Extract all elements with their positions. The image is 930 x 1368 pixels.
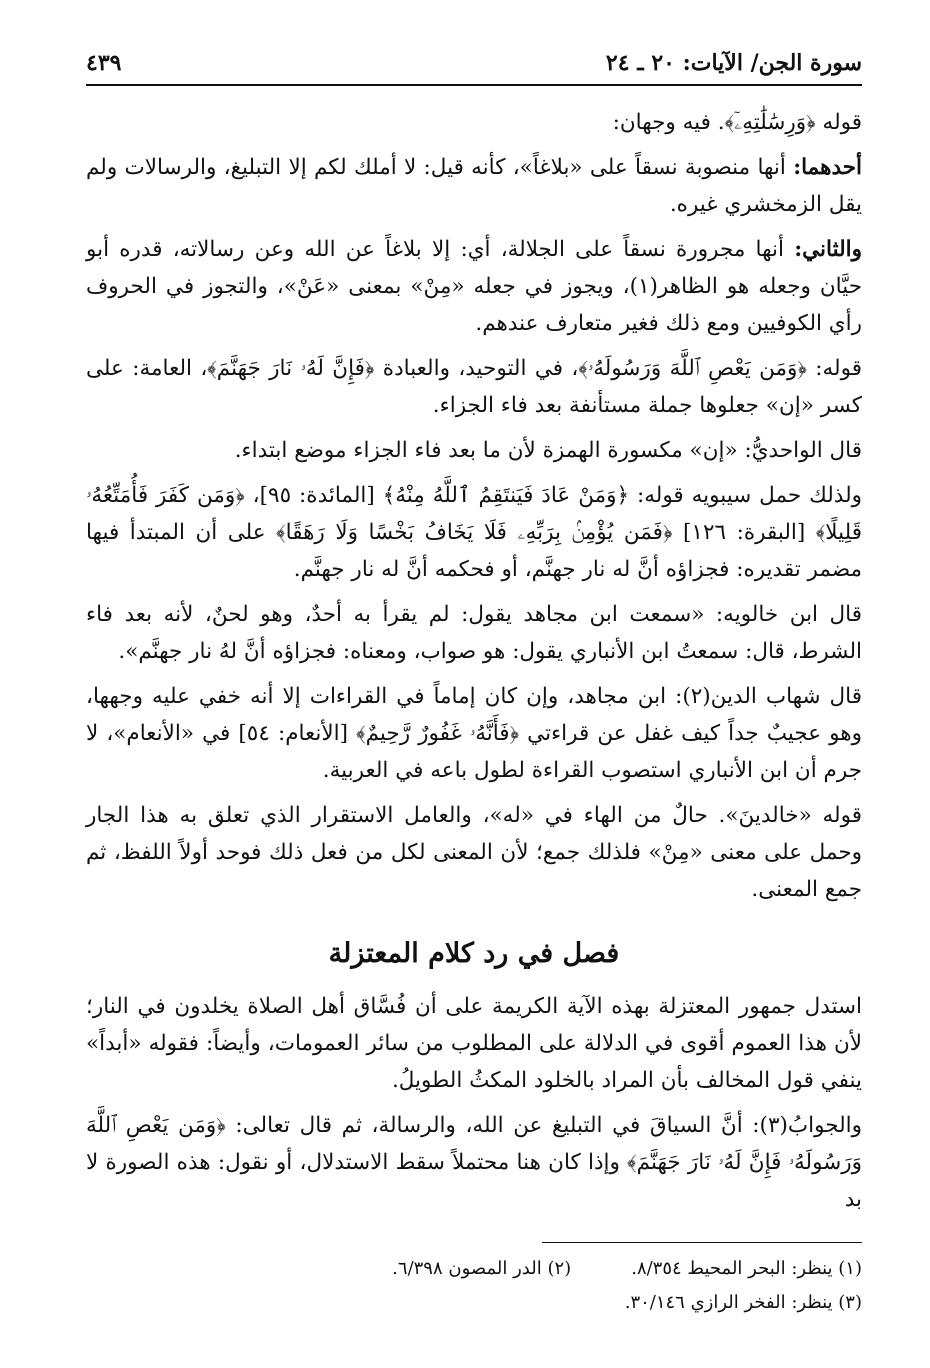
paragraph-7 bbox=[86, 596, 862, 670]
paragraph-text: قوله «خالدينَ». حالٌ من الهاء في «له»، والعامل الاستقرار الذي تعلق به هذا الجار وحمل على معنى «مِنْ» فلذلك جمع؛ لأن المعنى لكل من فعل ذلك فوحد أولاً اللفظ، ثم جمع المعنى. bbox=[86, 803, 862, 902]
main-text bbox=[86, 104, 862, 1218]
footnote-row bbox=[86, 1252, 862, 1286]
paragraph-lead: أحدهما: bbox=[793, 155, 862, 180]
paragraph-6 bbox=[86, 477, 862, 588]
footnote-3: (٣) ينظر: الفخر الرازي ٣٠/١٤٦. bbox=[624, 1292, 862, 1313]
paragraph-2 bbox=[86, 149, 862, 223]
footnotes bbox=[86, 1252, 862, 1320]
paragraph-1 bbox=[86, 104, 862, 141]
footnote-rule bbox=[542, 1242, 862, 1243]
paragraph-text: ولذلك حمل سيبويه قوله: ﴿وَمَنْ عَادَ فَيَنتَقِمُ ٱللَّهُ مِنْهُ﴾ [المائدة: ٩٥]، ﴿وَمَن كَفَرَ فَأُمَتِّعُهُۥ قَلِيلًا﴾ [البقرة: ١٢٦] ﴿فَمَن يُؤْمِنۢ بِرَبِّهِۦ فَلَا يَخَافُ بَخْسًا وَلَا رَهَقًا﴾ على أن المبتدأ فيها مضمر تقديره: فجزاؤه أنَّ له نار جهنَّم، أو فحكمه أنَّ له نار جهنَّم. bbox=[86, 483, 863, 582]
paragraph-3 bbox=[86, 231, 862, 342]
paragraph-text: قال الواحديُّ: «إن» مكسورة الهمزة لأن ما بعد فاء الجزاء موضع ابتداء. bbox=[234, 438, 862, 463]
paragraph-text: قوله ﴿وَرِسَٰلَٰتِهِۦٓ﴾. فيه وجهان: bbox=[612, 110, 862, 135]
page-header bbox=[86, 40, 862, 76]
footnote-2: (٢) الدر المصون ٦/٣٩٨. bbox=[392, 1258, 572, 1279]
paragraph-lead: والثاني: bbox=[794, 237, 862, 262]
paragraph-4 bbox=[86, 350, 862, 424]
paragraph-text: قوله: ﴿وَمَن يَعْصِ ٱللَّهَ وَرَسُولَهُۥ﴾، في التوحيد، والعبادة ﴿فَإِنَّ لَهُۥ نَارَ جَهَنَّمَ﴾، العامة: على كسر «إن» جعلوها جملة مستأنفة بعد فاء الجزاء. bbox=[86, 356, 862, 418]
section-paragraph-1 bbox=[86, 988, 862, 1099]
header-rule bbox=[86, 84, 862, 86]
paragraph-text: أنها منصوبة نسقاً على «بلاغاً»، كأنه قيل: لا أملك لكم إلا التبليغ، والرسالات ولم يقل الزمخشري غيره. bbox=[86, 155, 862, 217]
paragraph-text: والجوابُ(٣): أنَّ السياقَ في التبليغ عن الله، والرسالة، ثم قال تعالى: ﴿وَمَن يَعْصِ ٱللَّهَ وَرَسُولَهُۥ فَإِنَّ لَهُۥ نَارَ جَهَنَّمَ﴾ وإذا كان هنا محتملاً سقط الاستدلال، أو نقول: هذه الصورة لا بد bbox=[86, 1113, 862, 1212]
paragraph-text: أنها مجرورة نسقاً على الجلالة، أي: إلا بلاغاً عن الله وعن رسالاته، قدره أبو حيَّان وجعله هو الظاهر(١)، ويجوز في جعله «مِنْ» بمعنى «عَنْ»، والتجوز في الحروف رأي الكوفيين ومع ذلك فغير متعارف عندهم. bbox=[86, 237, 862, 336]
paragraph-9 bbox=[86, 797, 862, 908]
paragraph-text: قال شهاب الدين(٢): ابن مجاهد، وإن كان إماماً في القراءات إلا أنه خفي عليه وجهها، وهو عجيبٌ جداً كيف غفل عن قراءتي ﴿فَأَنَّهُۥ غَفُورٌ رَّحِيمٌ﴾ [الأنعام: ٥٤] في «الأنعام»، لا جرم أن ابن الأنباري استصوب القراءة لطول باعه في العربية. bbox=[86, 684, 862, 783]
paragraph-text: قال ابن خالويه: «سمعت ابن مجاهد يقول: لم يقرأ به أحدٌ، وهو لحنٌ، لأنه بعد فاء الشرط، قال: سمعتُ ابن الأنباري يقول: هو صواب، ومعناه: فجزاؤه أنَّ لهُ نار جهنَّم». bbox=[86, 602, 862, 664]
running-title: سورة الجن/ الآيات: ٢٠ ـ ٢٤ bbox=[605, 50, 862, 76]
paragraph-8 bbox=[86, 678, 862, 789]
paragraph-5 bbox=[86, 432, 862, 469]
section-heading: فصل في رد كلام المعتزلة bbox=[328, 938, 620, 969]
page-number: ٤٣٩ bbox=[86, 50, 122, 76]
footnote-1: (١) ينظر: البحر المحيط ٨/٣٥٤. bbox=[631, 1258, 862, 1279]
paragraph-text: استدل جمهور المعتزلة بهذه الآية الكريمة على أن فُسَّاق أهل الصلاة يخلدون في النار؛ لأن هذا العموم أقوى في الدلالة على المطلوب من سائر العمومات، وأيضاً: فقوله «أبداً» ينفي قول المخالف بأن المراد بالخلود المكثُ الطويلُ. bbox=[86, 994, 862, 1093]
section-paragraph-2 bbox=[86, 1107, 862, 1218]
